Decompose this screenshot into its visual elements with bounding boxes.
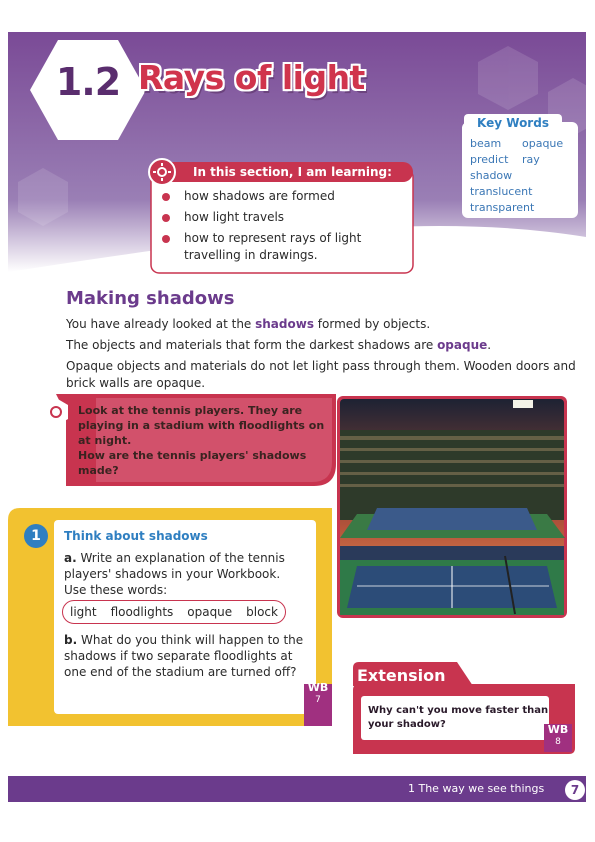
key-words-title: Key Words bbox=[464, 114, 562, 132]
workbook-page: 7 bbox=[315, 695, 321, 705]
text-span: The objects and materials that form the darkest shadows are bbox=[66, 338, 438, 352]
section-number: 1.2 bbox=[55, 60, 121, 104]
part-label: a. bbox=[64, 551, 77, 565]
question-line: Look at the tennis players. They are playing in a stadium with floodlights on at night. bbox=[78, 404, 325, 447]
extension-question: Why can't you move faster than your shadow? bbox=[368, 705, 549, 730]
section-heading: Making shadows bbox=[66, 288, 235, 309]
paragraph bbox=[66, 316, 576, 333]
page-title: Rays of light bbox=[138, 58, 365, 97]
list-item: how to represent rays of light travelling in drawings. bbox=[156, 230, 418, 264]
key-word-row bbox=[470, 136, 580, 152]
word-bank-item: light bbox=[69, 605, 97, 619]
list-item: how light travels bbox=[156, 209, 418, 226]
activity-title: Think about shadows bbox=[64, 529, 208, 543]
question-text bbox=[78, 403, 328, 478]
paragraph: Opaque objects and materials do not let light pass through them. Wooden doors and brick walls are opaque. bbox=[66, 359, 576, 390]
key-term: opaque bbox=[437, 338, 488, 352]
text-span: . bbox=[487, 338, 492, 352]
workbook-badge bbox=[544, 724, 572, 752]
workbook-page: 8 bbox=[555, 737, 561, 747]
key-word: predict bbox=[470, 153, 509, 166]
key-word: transparent bbox=[470, 201, 535, 214]
word-bank-item: block bbox=[246, 605, 278, 619]
activity-number: 1 bbox=[24, 524, 48, 548]
key-word: beam bbox=[470, 137, 502, 150]
key-words-list bbox=[470, 136, 580, 216]
key-word: translucent bbox=[470, 185, 533, 198]
textbook-page bbox=[8, 32, 586, 802]
learning-list bbox=[156, 188, 418, 268]
workbook-label: WB bbox=[307, 681, 329, 694]
word-bank-item: opaque bbox=[187, 605, 233, 619]
part-text: Write an explanation of the tennis players' shadows in your Workbook. Use these words: bbox=[64, 551, 285, 597]
key-word-row bbox=[470, 200, 580, 216]
workbook-badge bbox=[304, 682, 332, 710]
tennis-stadium-photo bbox=[337, 396, 567, 618]
gear-icon bbox=[148, 158, 176, 186]
part-label: b. bbox=[64, 633, 78, 647]
key-term: shadows bbox=[255, 317, 314, 331]
key-word-row bbox=[470, 152, 580, 168]
text-span: You have already looked at the bbox=[66, 317, 256, 331]
activity-part-b bbox=[64, 632, 306, 680]
list-item: how shadows are formed bbox=[156, 188, 418, 205]
activity-part-a bbox=[64, 550, 302, 598]
workbook-label: WB bbox=[547, 723, 569, 736]
key-word: opaque bbox=[522, 137, 564, 150]
part-text: What do you think will happen to the shadows if two separate floodlights at one end of the stadium are turned off? bbox=[64, 633, 304, 679]
key-word-row bbox=[470, 184, 580, 200]
page-number: 7 bbox=[565, 780, 585, 800]
word-bank-item: floodlights bbox=[110, 605, 174, 619]
chapter-title: 1 The way we see things bbox=[408, 782, 545, 795]
text-span: formed by objects. bbox=[313, 317, 431, 331]
key-word-row bbox=[470, 168, 580, 184]
learning-heading: In this section, I am learning: bbox=[163, 162, 413, 182]
question-line: How are the tennis players' shadows made? bbox=[78, 449, 307, 477]
paragraph bbox=[66, 337, 576, 354]
key-word: ray bbox=[522, 153, 540, 166]
key-word: shadow bbox=[470, 169, 513, 182]
word-bank bbox=[62, 600, 286, 624]
extension-title: Extension bbox=[357, 666, 446, 685]
